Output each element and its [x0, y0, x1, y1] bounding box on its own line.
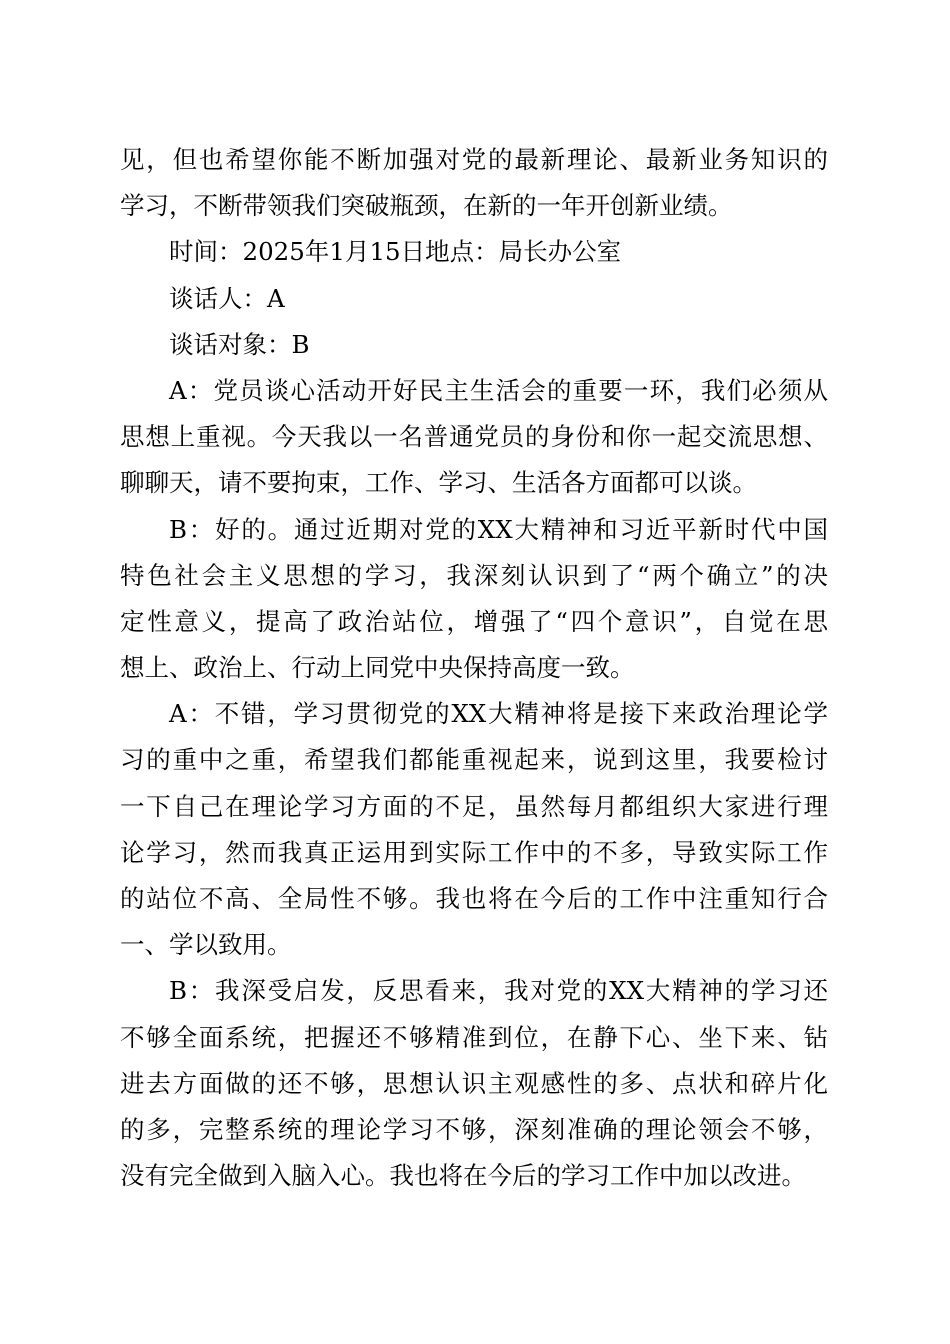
paragraph-line: 的多，完整系统的理论学习不够，深刻准确的理论领会不够， [120, 1114, 828, 1144]
paragraph-line: 一、学以致用。 [120, 930, 292, 960]
speaker-line: 谈话人：A [169, 283, 285, 313]
paragraph-line: 见，但也希望你能不断加强对党的最新理论、最新业务知识的 [120, 145, 828, 174]
meeting-time-place: 时间：2025年1月15日地点：局长办公室 [169, 237, 622, 267]
paragraph-line: 习的重中之重，希望我们都能重视起来，说到这里，我要检讨 [120, 745, 828, 775]
paragraph-line: 没有完全做到入脑入心。我也将在今后的学习工作中加以改进。 [120, 1161, 806, 1191]
interviewee-line: 谈话对象：B [169, 329, 310, 359]
paragraph-line: 思想上重视。今天我以一名普通党员的身份和你一起交流思想、 [120, 422, 828, 452]
paragraph-line: 定性意义，提高了政治站位，增强了“四个意识”，自觉在思 [120, 606, 828, 636]
paragraph-line: 的站位不高、全局性不够。我也将在今后的工作中注重知行合 [120, 884, 828, 913]
document-body [120, 137, 828, 1199]
paragraph-line: B：好的。通过近期对党的XX大精神和习近平新时代中国 [169, 514, 828, 544]
paragraph-line: 想上、政治上、行动上同党中央保持高度一致。 [120, 653, 635, 683]
paragraph-line: 一下自己在理论学习方面的不足，虽然每月都组织大家进行理 [120, 791, 828, 821]
paragraph-line: 特色社会主义思想的学习，我深刻认识到了“两个确立”的决 [120, 560, 828, 590]
paragraph-line: 论学习，然而我真正运用到实际工作中的不多，导致实际工作 [120, 837, 828, 867]
paragraph-line: A：党员谈心活动开好民主生活会的重要一环，我们必须从 [169, 375, 828, 405]
paragraph-line: 学习，不断带领我们突破瓶颈，在新的一年开创新业绩。 [120, 191, 733, 221]
paragraph-line: A：不错，学习贯彻党的XX大精神将是接下来政治理论学 [169, 699, 828, 729]
paragraph-line: B：我深受启发，反思看来，我对党的XX大精神的学习还 [169, 976, 828, 1006]
paragraph-line: 聊聊天，请不要拘束，工作、学习、生活各方面都可以谈。 [120, 468, 757, 498]
paragraph-line: 进去方面做的还不够，思想认识主观感性的多、点状和碎片化 [120, 1068, 828, 1098]
paragraph-line: 不够全面系统，把握还不够精准到位，在静下心、坐下来、钻 [120, 1022, 828, 1052]
